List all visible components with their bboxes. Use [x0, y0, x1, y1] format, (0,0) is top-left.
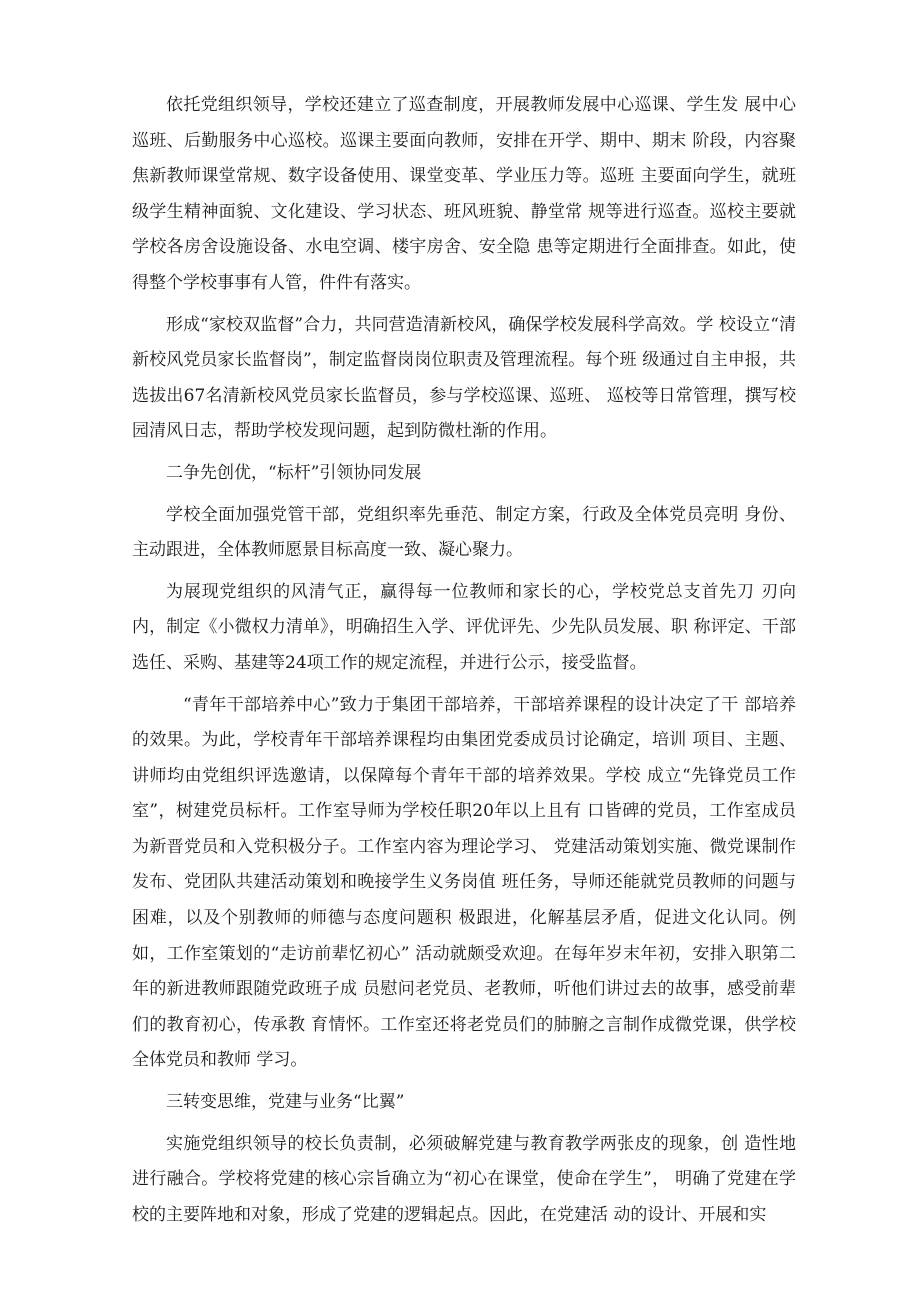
paragraph-principal-responsibility: 实施党组织领导的校长负责制，必须破解党建与教育教学两张皮的现象，创 造性地进行融合。学校将党建的核心宗旨确立为“初心在课堂，使命在学生”， 明确了党建在学校的主要阵地和对象，形成了党建的逻辑起点。因此，在党建活 动的设计、开展和实 — [132, 1133, 796, 1225]
paragraph-youth-cadre-center: “青年干部培养中心”致力于集团干部培养，干部培养课程的设计决定了干 部培养的效果。为此，学校青年干部培养课程均由集团党委成员讨论确定，培训 项目、主题、讲师均由党组织评选邀请，以保障每个青年干部的培养效果。学校 成立“先锋党员工作室”，树建党员标杆。工作室导师为学校任职20年以上且有 口皆碑的党员，工作室成员为新晋党员和入党积极分子。工作室内容为理论学习、 党建活动策划实施、微党课制作发布、党团队共建活动策划和晚接学生义务岗值 班任务，导师还能就党员教师的问题与困难，以及个别教师的师德与态度问题积 极跟进，化解基层矛盾，促进文化认同。例如，工作室策划的“走访前辈忆初心” 活动就颇受欢迎。在每年岁末年初，安排入职第二年的新进教师跟随党政班子成 员慰问老党员、老教师，听他们讲过去的故事，感受前辈们的教育初心，传承教 育情怀。工作室还将老党员们的肺腑之言制作成微党课，供学校全体党员和教师 学习。 — [132, 694, 796, 1071]
paragraph-power-list: 为展现党组织的风清气正，赢得每一位教师和家长的心，学校党总支首先刀 刃向内，制定《小微权力清单》，明确招生入学、评优评先、少先队员发展、职 称评定、干部选任、采购、基建等24项工作的规定流程，并进行公示，接受监督。 — [132, 581, 796, 673]
document-body — [132, 88, 796, 1239]
paragraph-cadre-management: 学校全面加强党管干部，党组织率先垂范、制定方案，行政及全体党员亮明 身份、主动跟进，全体教师愿景目标高度一致、凝心聚力。 — [132, 504, 796, 561]
section-heading-2: 二争先创优，“标杆”引领协同发展 — [166, 462, 422, 483]
paragraph-inspection-system: 依托党组织领导，学校还建立了巡查制度，开展教师发展中心巡课、学生发 展中心巡班、后勤服务中心巡校。巡课主要面向教师，安排在开学、期中、期末 阶段，内容聚焦新教师课堂常规、数字设备使用、课堂变革、学业压力等。巡班 主要面向学生，就班级学生精神面貌、文化建设、学习状态、班风班貌、静堂常 规等进行巡查。巡校主要就学校各房舍设施设备、水电空调、楼宇房舍、安全隐 患等定期进行全面排查。如此，使得整个学校事事有人管，件件有落实。 — [132, 95, 796, 293]
section-heading-3: 三转变思维，党建与业务“比翼” — [166, 1092, 405, 1113]
paragraph-home-school-supervision: 形成“家校双监督”合力，共同营造清新校风，确保学校发展科学高效。学 校设立“清新校风党员家长监督岗”，制定监督岗岗位职责及管理流程。每个班 级通过自主申报，共选拔出67名清新校风党员家长监督员，参与学校巡课、巡班、 巡校等日常管理，撰写校园清风日志，帮助学校发现问题，起到防微杜渐的作用。 — [132, 314, 796, 442]
